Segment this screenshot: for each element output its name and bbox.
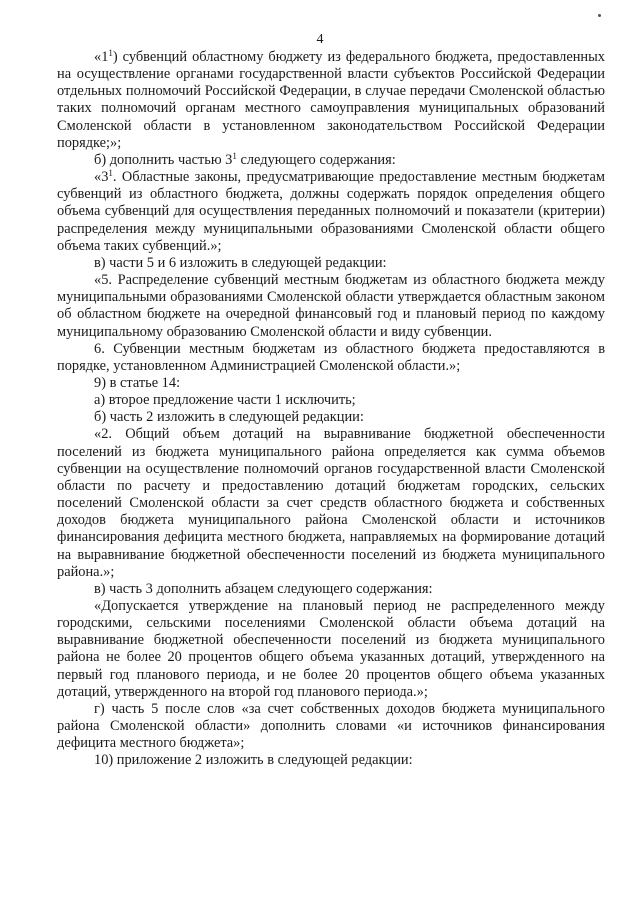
paragraph: «Допускается утверждение на плановый период не распределенного между городскими, сельскими поселениями Смоленской области объема дотаций на выравнивание бюджетной обеспеченности поселений из бюджета муниципального района не более 20 процентов общего объема указанных дотаций, утвержденного на первый год планового периода, и не более 20 процентов общего объема указанных дотаций, утвержденного на второй год планового периода.»; xyxy=(57,598,605,700)
paragraph: б) часть 2 изложить в следующей редакции: xyxy=(94,409,364,426)
paragraph: 10) приложение 2 изложить в следующей редакции: xyxy=(94,752,413,769)
paragraph: «$1^1$) субвенций областному бюджету из федерального бюджета, предоставленных на осуществление органами государственной власти субъектов Российской Федерации отдельных полномочий Российской Федерации, в случае передачи Смоленской областью таких полномочий органам местного самоуправления муниципальных образований Смоленской области в установленном законодательством Российской Федерации порядке;»; xyxy=(57,48,605,151)
scan-mark xyxy=(598,14,601,17)
paragraph: «$3^1$. Областные законы, предусматривающие предоставление местным бюджетам субвенций из областного бюджета, должны содержать порядок определения общего объема субвенций для осуществления переданных полномочий и показатели (критерии) распределения между муниципальными образованиями Смоленской области общего объема таких субвенций.»; xyxy=(57,168,605,254)
paragraph: 6. Субвенции местным бюджетам из областного бюджета предоставляются в порядке, установленном Администрацией Смоленской области.»; xyxy=(57,340,605,374)
document-body xyxy=(57,49,605,770)
paragraph: «2. Общий объем дотаций на выравнивание бюджетной обеспеченности поселений из бюджета муниципального района определяется как сумма объемов субвенции на осуществление полномочий органов государственной власти Смоленской области по расчету и предоставлению дотаций бюджетам городских, сельских поселений Смоленской области за счет средств областного бюджета и собственных доходов бюджета муниципального района Смоленской области и источников финансирования дефицита местного бюджета, направляемых на формирование дотаций на выравнивание бюджетной обеспеченности поселений из бюджета муниципального района.»; xyxy=(57,426,605,580)
paragraph: г) часть 5 после слов «за счет собственных доходов бюджета муниципального района Смоленской области» дополнить словами «и источников финансирования дефицита местного бюджета»; xyxy=(57,700,605,752)
paragraph: в) части 5 и 6 изложить в следующей редакции: xyxy=(94,254,387,271)
page-number: 4 xyxy=(316,32,324,47)
paragraph: «5. Распределение субвенций местным бюджетам из областного бюджета между муниципальными образованиями Смоленской области утверждается областным законом об областном бюджете на очередной финансовый год и плановый период по каждому муниципальному образованию Смоленской области и виду субвенции. xyxy=(57,272,605,340)
paragraph: в) часть 3 дополнить абзацем следующего содержания: xyxy=(94,580,433,597)
paragraph: б) дополнить частью $3^1$ следующего содержания: xyxy=(94,150,396,168)
paragraph: 9) в статье 14: xyxy=(94,374,181,391)
paragraph: а) второе предложение части 1 исключить; xyxy=(94,392,356,409)
